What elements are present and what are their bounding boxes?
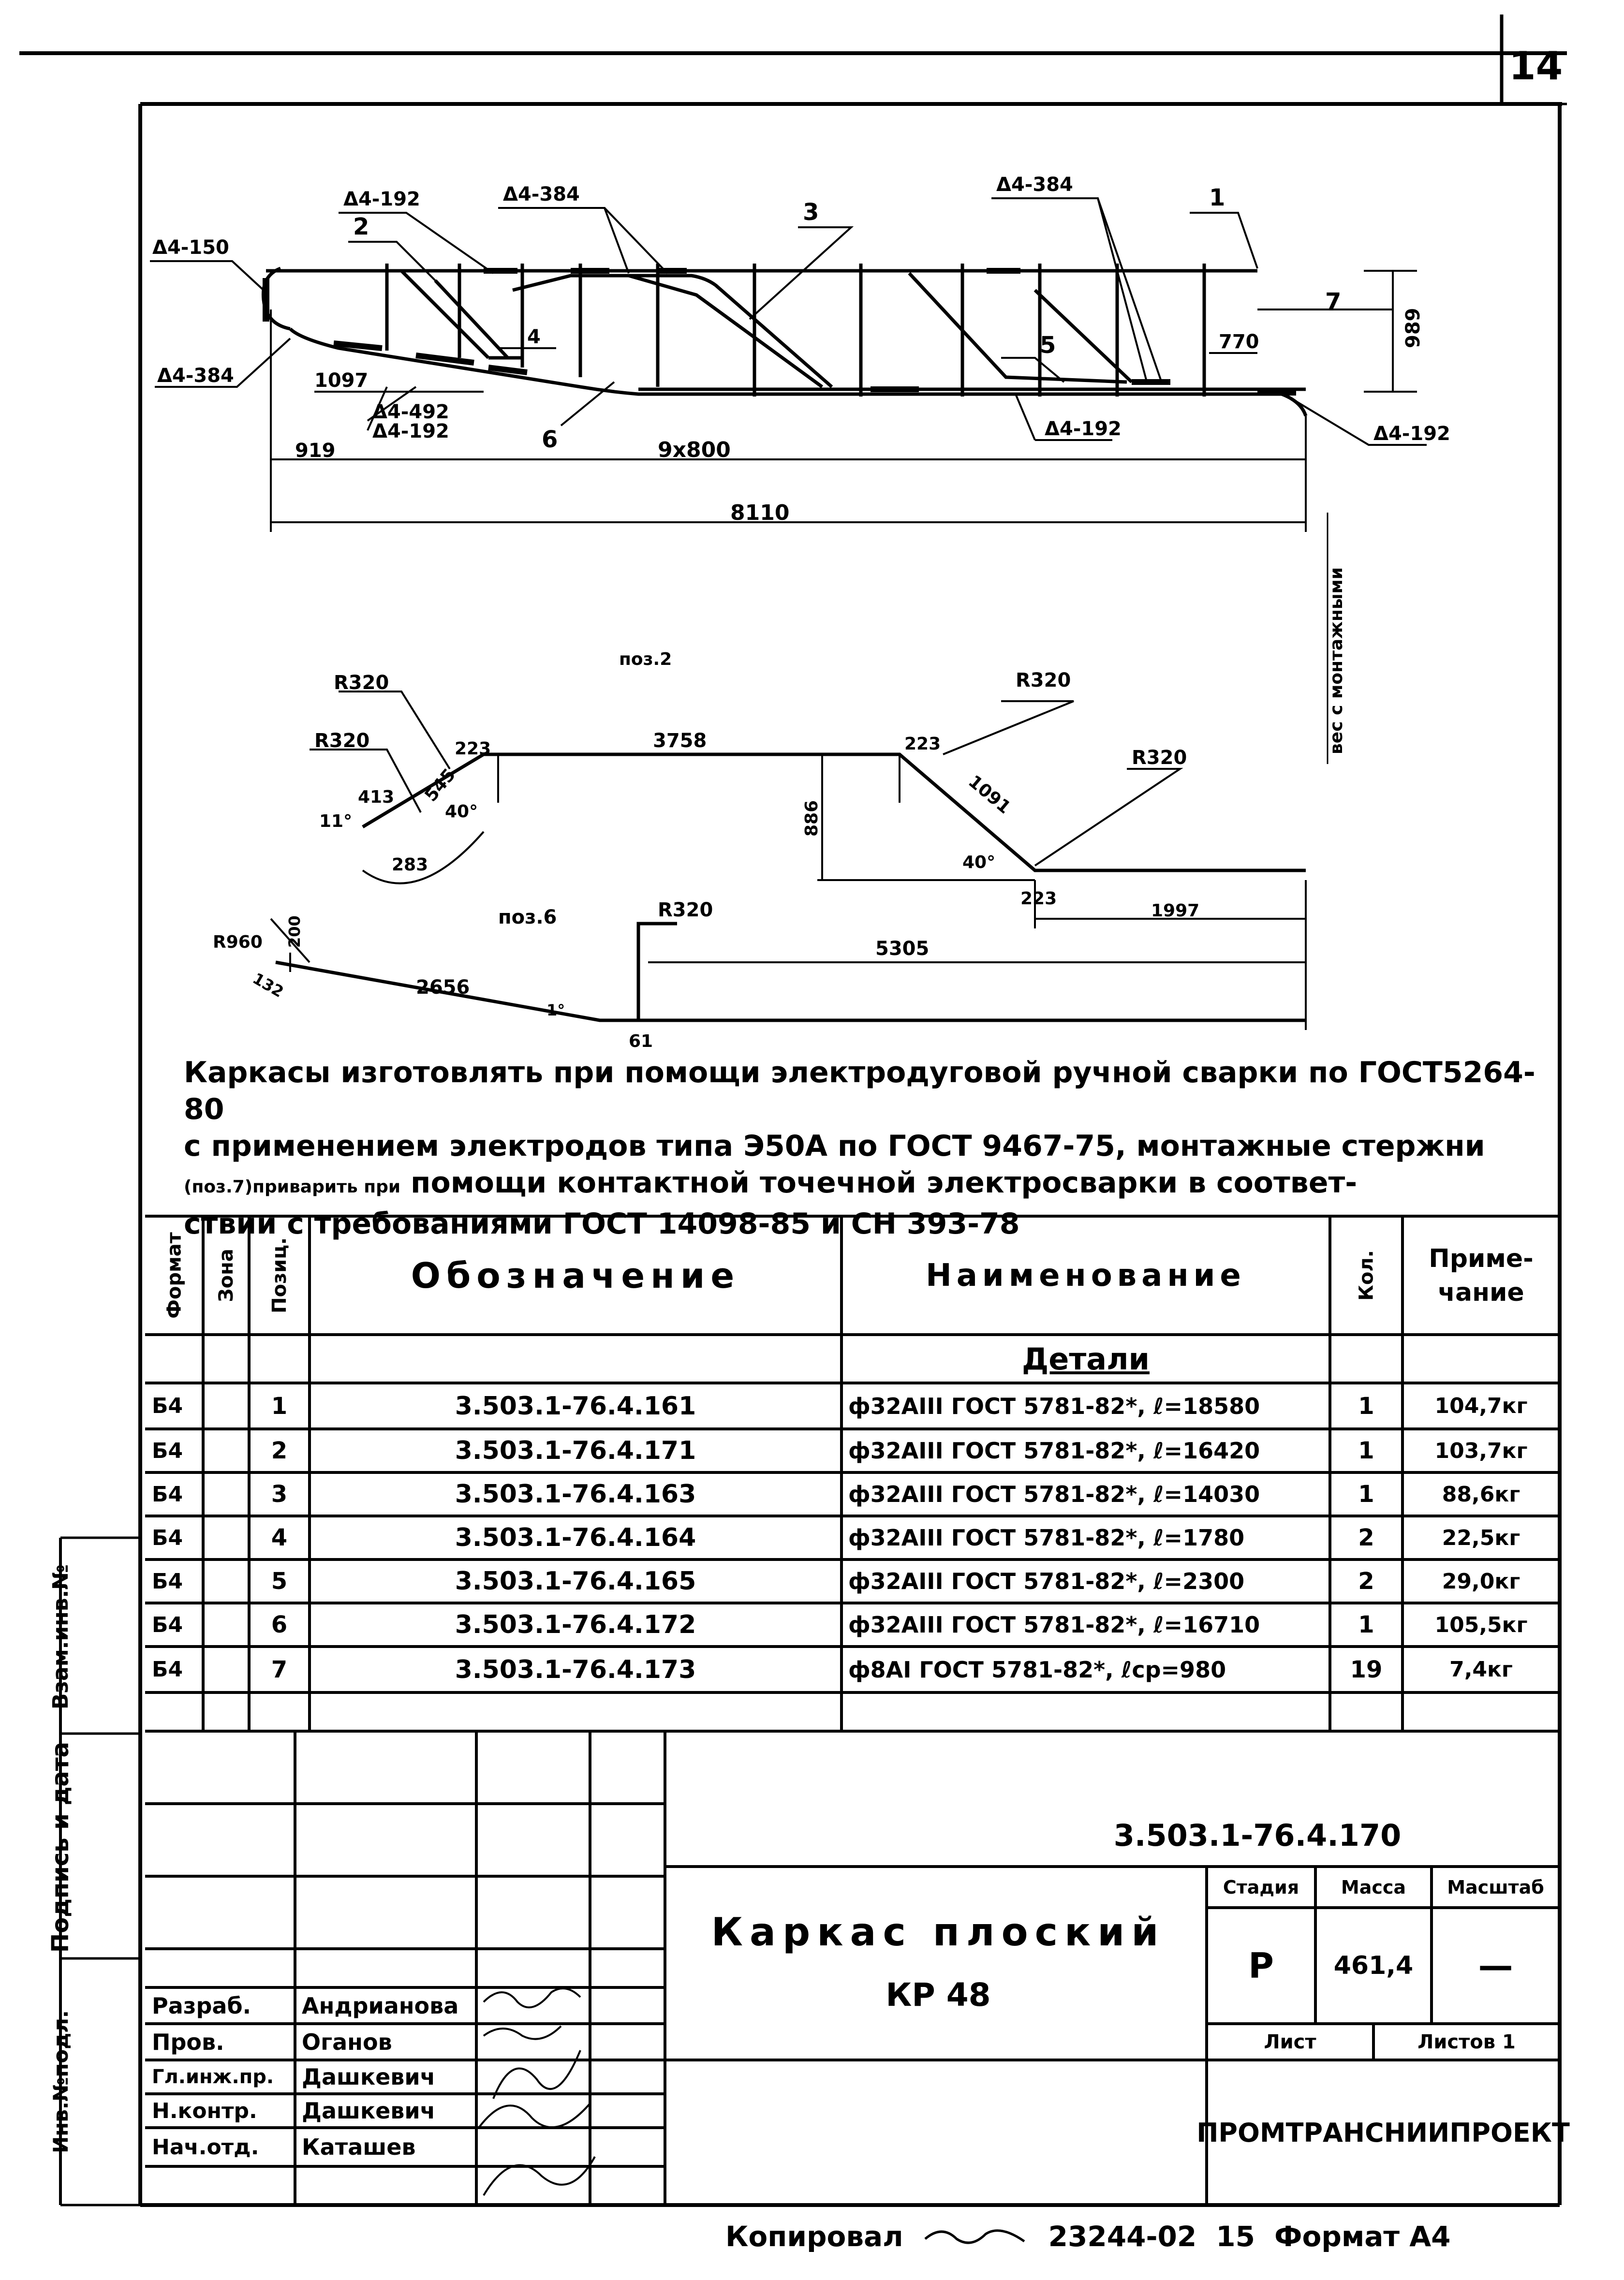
footer-format: Формат А4: [1274, 2220, 1451, 2253]
pos2-d886: 886: [802, 800, 822, 837]
pos6-title: поз.6: [498, 906, 557, 928]
pos2-d1997: 1997: [1151, 901, 1200, 921]
role-name: Андрианова: [302, 1992, 459, 2019]
row-name: ф32АIII ГОСТ 5781-82*, ℓ=18580: [848, 1393, 1260, 1419]
pos2-a40-b: 40°: [962, 853, 996, 872]
row-qty: 1: [1358, 1481, 1374, 1508]
row-format: Б4: [152, 1438, 183, 1463]
row-qty: 1: [1358, 1611, 1374, 1638]
pos2-a40-a: 40°: [445, 802, 478, 822]
label-pos1: 1: [1209, 184, 1225, 211]
row-qty: 2: [1358, 1568, 1374, 1595]
label-pos4: 4: [527, 326, 541, 348]
pos6-d5305: 5305: [875, 938, 930, 960]
label-d4-384-left: Δ4-384: [157, 365, 234, 387]
row-note: 105,5кг: [1434, 1612, 1528, 1637]
pos2-r320-c: R320: [1016, 669, 1071, 691]
side-label-vzam: Взам.инв.№: [48, 1564, 73, 1710]
page-number: 14: [1509, 44, 1563, 88]
header-qty: Кол.: [1355, 1250, 1377, 1301]
row-designation: 3.503.1-76.4.165: [455, 1567, 696, 1596]
row-name: ф32АIII ГОСТ 5781-82*, ℓ=1780: [848, 1525, 1245, 1551]
row-name: ф8АI ГОСТ 5781-82*, ℓср=980: [848, 1656, 1226, 1683]
pos2-d545: 545: [421, 765, 460, 806]
dim-919: 919: [295, 440, 336, 462]
doc-code: 3.503.1-76.4.170: [1113, 1817, 1402, 1853]
section-title: Детали: [1022, 1341, 1150, 1377]
pos6-d61: 61: [629, 1031, 653, 1051]
row-format: Б4: [152, 1482, 183, 1507]
dim-770: 770: [1219, 331, 1259, 353]
label-d4-192-top: Δ4-192: [343, 188, 420, 210]
pos2-d223-c: 223: [1020, 889, 1057, 909]
row-format: Б4: [152, 1657, 183, 1682]
label-d4-492: Δ4-492: [372, 401, 449, 423]
role-label: Нач.отд.: [152, 2134, 259, 2160]
dim-1097: 1097: [314, 369, 369, 392]
pos2-d3758: 3758: [653, 730, 707, 752]
role-name: Оганов: [302, 2029, 392, 2055]
row-qty: 19: [1350, 1656, 1383, 1683]
header-name: Наименование: [926, 1257, 1246, 1294]
row-name: ф32АIII ГОСТ 5781-82*, ℓ=16710: [848, 1612, 1260, 1638]
pos6-d2656: 2656: [416, 976, 470, 999]
pos6-d132: 132: [250, 969, 287, 1001]
pos6-a1: 1°: [546, 1001, 565, 1019]
label-pos5: 5: [1040, 332, 1056, 359]
scale-label: Масштаб: [1447, 1876, 1544, 1898]
vertical-note: вес с монтажными: [1327, 567, 1346, 754]
row-format: Б4: [152, 1569, 183, 1594]
row-pos: 3: [271, 1481, 288, 1508]
header-pos: Позиц.: [268, 1237, 291, 1314]
row-pos: 7: [271, 1656, 288, 1683]
row-note: 7,4кг: [1449, 1657, 1513, 1682]
stage-value: Р: [1248, 1945, 1274, 1986]
row-designation: 3.503.1-76.4.161: [455, 1391, 696, 1421]
pos2-d413: 413: [358, 787, 395, 807]
title-main: Каркас плоский: [711, 1909, 1166, 1955]
label-pos7: 7: [1325, 288, 1342, 315]
role-label: Разраб.: [152, 1992, 251, 2019]
label-d4-192-mid: Δ4-192: [1045, 418, 1122, 440]
note-line-3-text: помощи контактной точечной электросварки в соответ-: [411, 1166, 1358, 1200]
pos6-r320: R320: [658, 899, 713, 921]
role-label: Н.контр.: [152, 2098, 257, 2123]
row-format: Б4: [152, 1612, 183, 1637]
row-note: 88,6кг: [1442, 1482, 1521, 1507]
role-name: Дашкевич: [302, 2098, 436, 2124]
org-name: ПРОМТРАНСНИИПРОЕКТ: [1196, 2117, 1570, 2148]
row-pos: 1: [271, 1392, 288, 1420]
label-pos3: 3: [803, 199, 819, 226]
pos2-a11: 11°: [319, 811, 353, 831]
pos2-d223-a: 223: [455, 739, 491, 759]
pos2-d283: 283: [392, 855, 428, 875]
row-designation: 3.503.1-76.4.164: [455, 1523, 696, 1552]
note-line-1: Каркасы изготовлять при помощи электродуговой ручной сварки по ГОСТ5264-80: [184, 1056, 1535, 1126]
pos6-d200: 200: [285, 915, 304, 948]
pos2-r320-b: R320: [314, 730, 370, 752]
side-label-podp: Подпись и дата: [47, 1742, 74, 1953]
role-label: Пров.: [152, 2029, 224, 2055]
dim-989: 989: [1402, 308, 1424, 348]
scale-value: —: [1478, 1945, 1513, 1986]
pos2-r320-a: R320: [334, 672, 389, 694]
label-d4-192-left: Δ4-192: [372, 420, 449, 442]
note-line-2: с применением электродов типа Э50А по ГОСТ 9467-75, монтажные стержни: [184, 1129, 1485, 1163]
row-note: 103,7кг: [1434, 1438, 1528, 1463]
label-pos2: 2: [353, 213, 369, 240]
label-d4-150: Δ4-150: [152, 236, 229, 259]
stage-label: Стадия: [1223, 1876, 1299, 1898]
row-format: Б4: [152, 1525, 183, 1550]
note-line-4: ствии с требованиями ГОСТ 14098-85 и СН 393-78: [184, 1207, 1020, 1241]
row-qty: 1: [1358, 1392, 1374, 1420]
row-pos: 5: [271, 1568, 288, 1595]
footer-number: 23244-02: [1048, 2220, 1197, 2253]
row-note: 22,5кг: [1442, 1525, 1521, 1550]
row-format: Б4: [152, 1394, 183, 1418]
row-note: 29,0кг: [1442, 1569, 1521, 1594]
footer: [725, 2215, 1548, 2258]
row-name: ф32АIII ГОСТ 5781-82*, ℓ=16420: [848, 1438, 1260, 1464]
label-d4-384-top: Δ4-384: [503, 183, 580, 206]
title-sub: КР 48: [886, 1976, 991, 2014]
row-pos: 4: [271, 1524, 288, 1551]
row-name: ф32АIII ГОСТ 5781-82*, ℓ=14030: [848, 1481, 1260, 1507]
row-pos: 6: [271, 1611, 288, 1638]
pos2-d223-b: 223: [904, 734, 941, 754]
pos2-title: поз.2: [619, 649, 672, 669]
label-d4-192-right: Δ4-192: [1373, 423, 1450, 445]
pos2-d1091: 1091: [964, 771, 1015, 818]
copier-signature: [923, 2220, 1029, 2253]
row-qty: 1: [1358, 1437, 1374, 1464]
header-note: Приме-чание: [1429, 1244, 1534, 1307]
header-format: Формат: [163, 1232, 185, 1319]
mass-label: Масса: [1341, 1876, 1406, 1898]
label-pos6: 6: [542, 426, 558, 453]
sheet-label: Лист: [1264, 2030, 1316, 2053]
note-line-3-prefix: (поз.7)приварить при: [184, 1177, 401, 1197]
row-designation: 3.503.1-76.4.163: [455, 1480, 696, 1509]
side-label-inv: Инв.№подл.: [48, 2010, 73, 2153]
dim-9x800: 9x800: [658, 438, 731, 462]
header-zone: Зона: [215, 1249, 237, 1302]
row-pos: 2: [271, 1437, 288, 1464]
role-name: Каташев: [302, 2134, 416, 2160]
row-name: ф32АIII ГОСТ 5781-82*, ℓ=2300: [848, 1568, 1245, 1594]
label-d4-384-right: Δ4-384: [996, 174, 1073, 196]
footer-copied: Копировал: [725, 2220, 903, 2253]
row-note: 104,7кг: [1434, 1394, 1528, 1418]
pos2-r320-d: R320: [1132, 747, 1187, 769]
dim-8110: 8110: [730, 500, 790, 525]
role-label: Гл.инж.пр.: [152, 2066, 274, 2088]
mass-value: 461,4: [1333, 1951, 1414, 1980]
pos6-r960: R960: [213, 932, 263, 952]
footer-sheet: 15: [1216, 2220, 1255, 2253]
row-designation: 3.503.1-76.4.171: [455, 1436, 696, 1465]
sheets-label: Листов 1: [1417, 2030, 1516, 2053]
row-qty: 2: [1358, 1524, 1374, 1551]
row-designation: 3.503.1-76.4.172: [455, 1610, 696, 1639]
role-name: Дашкевич: [302, 2064, 436, 2090]
row-designation: 3.503.1-76.4.173: [455, 1655, 696, 1684]
header-designation: Обозначение: [411, 1255, 740, 1296]
